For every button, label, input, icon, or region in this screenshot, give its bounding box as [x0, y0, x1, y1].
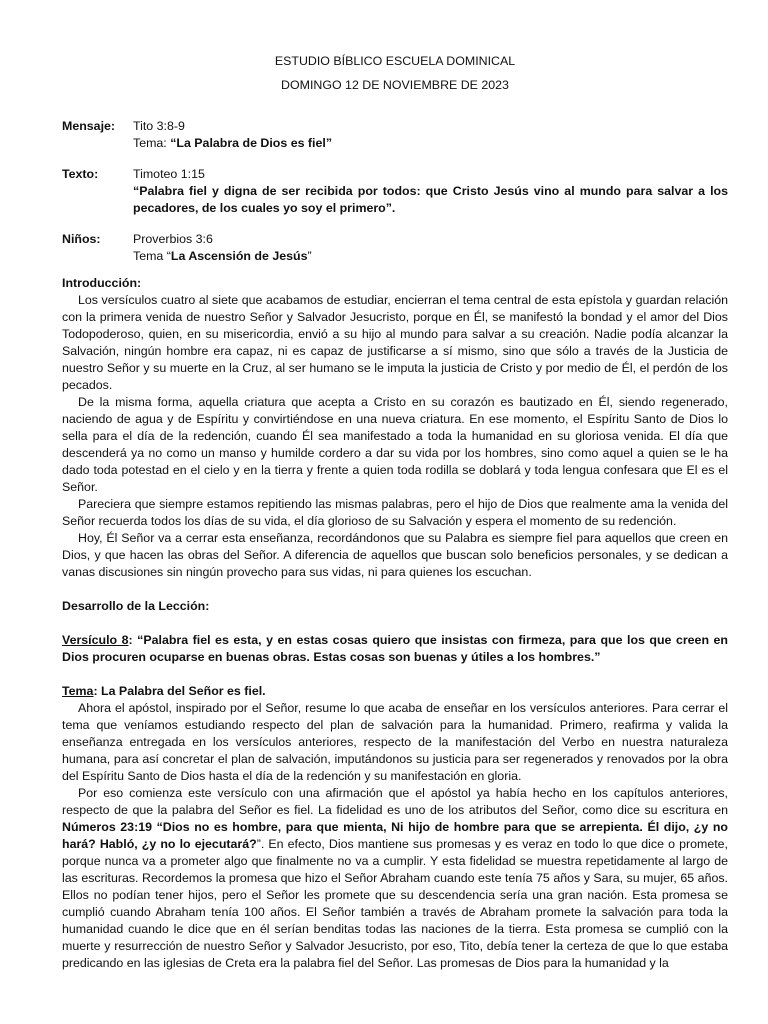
introduccion-paragraph-4: Hoy, Él Señor va a cerrar esta enseñanza, recordándonos que su Palabra es siempre fiel para aquellos que creen en Dios, y que hacen las obras del Señor. A diferencia de aquellos que buscan solo beneficios personales, y se dedican a vanas discusiones sin ningún provecho para sus vidas, ni para quienes los escuchan. [62, 531, 728, 579]
introduccion-heading: Introducción: [62, 276, 142, 290]
ninos-tema-prefix: Tema “ [133, 249, 171, 263]
texto-reference: Timoteo 1:15 [133, 167, 205, 181]
document-page [62, 50, 728, 972]
ninos-label: Niños: [62, 232, 101, 246]
ninos-tema-text: La Ascensión de Jesús [170, 249, 308, 263]
ninos-tema [133, 248, 728, 265]
mensaje-tema-text: “La Palabra de Dios es fiel” [170, 136, 333, 150]
desarrollo-paragraph-2-end: ”. En efecto, Dios mantiene sus promesas y es veraz en todo lo que dice o promete, porque nunca va a prometer algo que finalmente no va a cumplir. Y esta fidelidad se muestra repetidamente al largo de las escrituras. Recordemos la promesa que hizo el Señor Abraham cuando este tenía 75 años y Sara, su mujer, 65 años. Ellos no podían tener hijos, pero el Señor les promete que su descendencia sería una gran nación. Esta promesa se cumplió cuando Abraham tenía 100 años. El Señor también a través de Abraham promete la salvación para toda la humanidad cuando le dice que en él serían benditas todas las naciones de la tierra. Esta promesa se cumplió con la muerte y resurrección de nuestro Señor y Salvador Jesucristo, por eso, Tito, debía tener la certeza de que lo que estaba predicando en las iglesias de Creta era la palabra fiel del Señor. Las promesas de Dios para la humanidad y la [62, 837, 728, 970]
introduccion-paragraph-2: De la misma forma, aquella criatura que acepta a Cristo en su corazón es bautizado en Él, siendo regenerado, naciendo de agua y de Espíritu y convirtiéndose en una nueva criatura. En ese momento, el Espíritu Santo de Dios lo sella para el día de la redención, cuando Él sea manifestado a toda la humanidad en su gloriosa venida. El día que descenderá ya no como un manso y humilde cordero a dar su vida por los hombres, sino como aquel a quien se le ha dado toda potestad en el cielo y en la tierra y frente a quien toda rodilla se doblará y toda lengua confesara que El es el Señor. [62, 395, 728, 494]
desarrollo-heading: Desarrollo de la Lección: [62, 599, 210, 613]
versiculo-colon: : [128, 633, 138, 647]
mensaje-reference: Tito 3:8-9 [133, 119, 185, 133]
ninos-section [62, 231, 728, 265]
texto-section [62, 166, 728, 217]
desarrollo-paragraph-2 [62, 785, 728, 972]
numeros-quote: Números 23:19 “Dios no es hombre, para que mienta, Ni hijo de hombre para que se arrepienta. Él dijo, ¿y no hará? Habló, ¿y no lo ejecutará? [62, 820, 728, 851]
introduccion-paragraph-1: Los versículos cuatro al siete que acabamos de estudiar, encierran el tema central de esta epístola y guardan relación con la primera venida de nuestro Señor y Salvador Jesucristo, porque en Él, se manifestó la bondad y el amor del Dios Todopoderoso, quien, en su misericordia, envió a su hijo al mundo para salvar a su creación. Nadie podía alcanzar la Salvación, ningún hombre era capaz, ni es capaz de justificarse a sí mismo, sino que sólo a través de la Justicia de nuestro Señor y su muerte en la Cruz, al ser humano se le imputa la justicia de Cristo y por medio de Él, el perdón de los pecados. [62, 293, 728, 392]
mensaje-section [62, 118, 728, 152]
ninos-tema-suffix: ” [307, 249, 312, 263]
document-title: ESTUDIO BÍBLICO ESCUELA DOMINICAL [274, 54, 516, 68]
desarrollo-paragraph-1: Ahora el apóstol, inspirado por el Señor, resume lo que acaba de enseñar en los versículos anteriores. Para cerrar el tema que veníamos estudiando respecto del plan de salvación para la humanidad. Primero, reafirma y valida la enseñanza entregada en los versículos anteriores, respecto de la manifestación del Verbo en nuestra naturaleza humana, para así concretar el plan de salvación, imputándonos su justicia para ser regenerados y renovados por la obra del Espíritu Santo de Dios hasta el día de la redención y su manifestación en gloria. [62, 701, 728, 783]
mensaje-tema-prefix: Tema: [133, 136, 171, 150]
versiculo-text: “Palabra fiel es esta, y en estas cosas quiero que insistas con firmeza, para que los que creen en Dios procuren ocuparse en buenas obras. Estas cosas son buenas y útiles a los hombres.” [62, 633, 728, 664]
texto-quote: “Palabra fiel y digna de ser recibida por todos: que Cristo Jesús vino al mundo para salvar a los pecadores, de los cuales yo soy el primero”. [133, 184, 728, 215]
desarrollo-paragraph-2-start: Por eso comienza este versículo con una afirmación que el apóstol ya había hecho en los capítulos anteriores, respecto de que la palabra del Señor es fiel. La fidelidad es uno de los atributos del Señor, como dice su escritura en [62, 786, 728, 817]
mensaje-tema [133, 135, 728, 152]
document-date: DOMINGO 12 DE NOVIEMBRE DE 2023 [281, 78, 509, 92]
tema-line [62, 683, 728, 700]
mensaje-label: Mensaje: [62, 119, 116, 133]
versiculo-8 [62, 632, 728, 666]
introduccion-paragraph-3: Pareciera que siempre estamos repitiendo las mismas palabras, pero el hijo de Dios que realmente ama la venida del Señor recuerda todos los días de su vida, el día glorioso de su Salvación y espera el momento de su redención. [62, 497, 728, 528]
tema-label: Tema [62, 684, 94, 698]
texto-label: Texto: [62, 167, 99, 181]
versiculo-label: Versículo 8 [62, 633, 129, 647]
ninos-reference: Proverbios 3:6 [133, 232, 213, 246]
tema-text: : La Palabra del Señor es fiel. [93, 684, 266, 698]
